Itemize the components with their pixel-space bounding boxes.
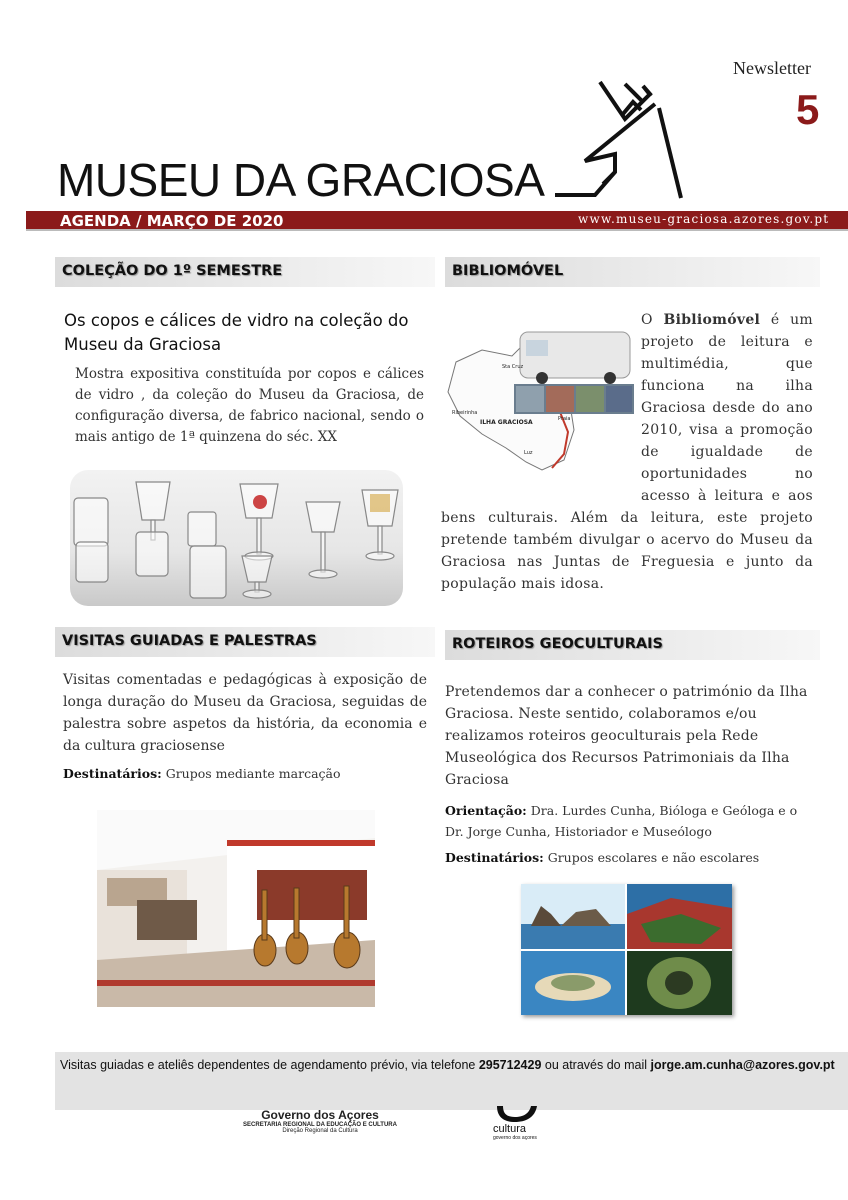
footer-contact bbox=[60, 1058, 835, 1072]
footer-text-before: Visitas guiadas e ateliês dependentes de agendamento prévio, via telefone bbox=[60, 1058, 479, 1072]
bibliomovel-text bbox=[441, 309, 813, 595]
gov-title: Governo dos Açores bbox=[261, 1108, 379, 1122]
visitas-destinatarios bbox=[63, 766, 341, 781]
bibliomovel-text-rest: é um projeto de leitura e multimédia, que funciona na ilha Graciosa desde do ano 2010, visa a promoção de igualdade de oportunidades no acesso à leitura e aos bens culturais. Além da leitura, este projeto pretende também divulgar o acervo do Museu da Graciosa nas Juntas de Freguesia e junto da população mais idosa. bbox=[441, 312, 813, 592]
glasses-photo bbox=[70, 470, 403, 606]
text-float-spacer bbox=[441, 309, 641, 487]
issue-number: 5 bbox=[796, 86, 820, 133]
website-url[interactable]: www.museu-graciosa.azores.gov.pt bbox=[578, 212, 830, 226]
map-label-ribeirinha: Ribeirinha bbox=[452, 410, 478, 416]
gov-direcao: Direção Regional da Cultura bbox=[282, 1128, 358, 1134]
section-heading-roteiros: ROTEIROS GEOCULTURAIS bbox=[452, 636, 663, 652]
visitas-dest-value: Grupos mediante marcação bbox=[161, 766, 341, 781]
cultura-logo bbox=[493, 1104, 541, 1141]
colecao-text: Mostra expositiva constituída por copos e cálices de vidro , da coleção do Museu da Graciosa, de configuração diversa, de fabrico nacional, sendo o mais antigo de 1ª quinzena do séc. XX bbox=[75, 366, 424, 445]
bibliomovel-text-intro: O bbox=[641, 312, 664, 328]
map-label-santa-cruz: Sta Cruz bbox=[502, 364, 524, 370]
agenda-date: AGENDA / MARÇO DE 2020 bbox=[60, 212, 284, 230]
roteiros-destinatarios bbox=[445, 850, 759, 865]
bibliomovel-text-bold: Bibliomóvel bbox=[663, 312, 761, 328]
map-label-praia: Praia bbox=[558, 416, 571, 422]
windmill-logo-icon bbox=[555, 74, 695, 204]
cultura-word: cultura bbox=[493, 1123, 527, 1135]
visitas-dest-label: Destinatários: bbox=[63, 766, 162, 781]
section-heading-colecao: COLEÇÃO DO 1º SEMESTRE bbox=[62, 263, 283, 279]
section-heading-bibliomovel: BIBLIOMÓVEL bbox=[452, 263, 564, 279]
footer-text-middle: ou através do mail bbox=[541, 1058, 651, 1072]
museum-photo bbox=[97, 810, 375, 1007]
colecao-subtitle: Os copos e cálices de vidro na coleção do Museu da Graciosa bbox=[64, 311, 409, 354]
roteiros-text: Pretendemos dar a conhecer o património da Ilha Graciosa. Neste sentido, colaboramos e/ou realizamos roteiros geoculturais pela Rede Museológica dos Recursos Patrimoniais da Ilha Graciosa bbox=[445, 684, 808, 788]
cultura-emblem-icon bbox=[493, 1104, 541, 1124]
footer-email[interactable]: jorge.am.cunha@azores.gov.pt bbox=[650, 1058, 835, 1072]
roteiros-dest-value: Grupos escolares e não escolares bbox=[543, 850, 760, 865]
roteiros-orient-value: Dra. Lurdes Cunha, Bióloga e Geóloga e o Dr. Jorge Cunha, Historiador e Museólogo bbox=[445, 803, 798, 839]
gov-secretaria: SECRETARIA REGIONAL DA EDUCAÇÃO E CULTURA bbox=[243, 1122, 397, 1128]
geo-photo-collage bbox=[521, 884, 732, 1015]
roteiros-dest-label: Destinatários: bbox=[445, 850, 544, 865]
newsletter-label: Newsletter bbox=[733, 58, 811, 78]
governo-acores-logo bbox=[200, 1108, 440, 1134]
visitas-text: Visitas comentadas e pedagógicas à exposição de longa duração do Museu da Graciosa, seguidas de palestra sobre aspetos da história, da economia e da cultura graciosense bbox=[63, 672, 427, 754]
map-label-island: ILHA GRACIOSA bbox=[480, 419, 533, 426]
roteiros-orientacao bbox=[445, 800, 813, 842]
section-heading-visitas: VISITAS GUIADAS E PALESTRAS bbox=[62, 633, 317, 649]
roteiros-orient-label: Orientação: bbox=[445, 803, 527, 818]
map-label-luz: Luz bbox=[524, 450, 533, 456]
footer-phone[interactable]: 295712429 bbox=[478, 1058, 542, 1072]
cultura-sub: governo dos açores bbox=[493, 1135, 537, 1141]
page-title: MUSEU DA GRACIOSA bbox=[57, 154, 545, 206]
